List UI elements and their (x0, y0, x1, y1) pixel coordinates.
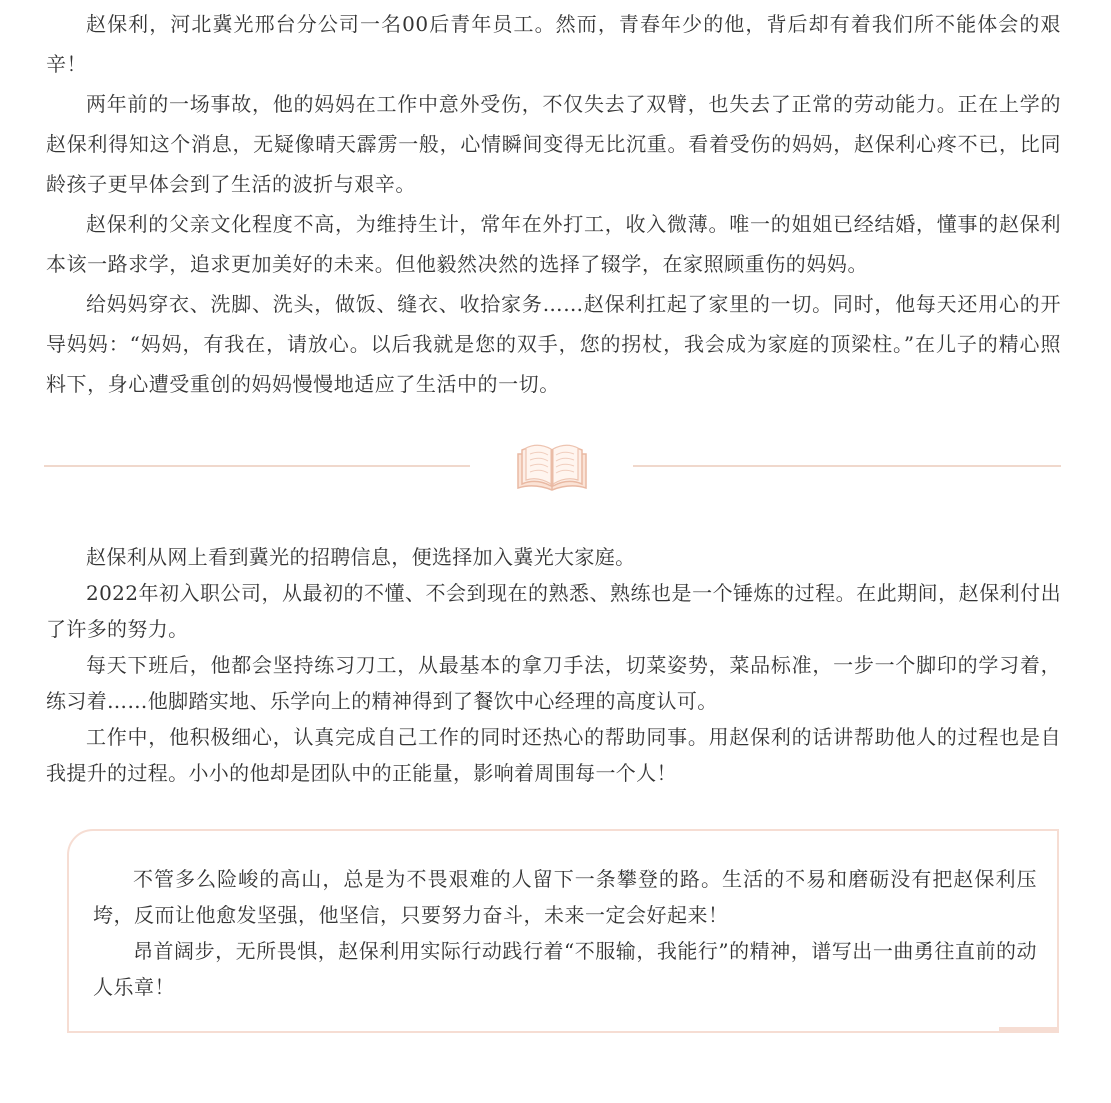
divider-line-right (633, 465, 1061, 467)
open-book-icon (514, 440, 590, 494)
quote-box-accent (999, 1027, 1059, 1033)
article-middle-section (46, 539, 1061, 791)
paragraph: 每天下班后，他都会坚持练习刀工，从最基本的拿刀手法，切菜姿势，菜品标准，一步一个脚印的学习着，练习着……他脚踏实地、乐学向上的精神得到了餐饮中心经理的高度认可。 (46, 653, 1061, 713)
quote-paragraph: 昂首阔步，无所畏惧，赵保利用实际行动践行着“不服输，我能行”的精神，谱写出一曲勇往直前的动人乐章！ (93, 939, 1037, 999)
paragraph: 工作中，他积极细心，认真完成自己工作的同时还热心的帮助同事。用赵保利的话讲帮助他人的过程也是自我提升的过程。小小的他却是团队中的正能量，影响着周围每一个人！ (46, 725, 1061, 785)
paragraph: 两年前的一场事故，他的妈妈在工作中意外受伤，不仅失去了双臂，也失去了正常的劳动能力。正在上学的赵保利得知这个消息，无疑像晴天霹雳一般，心情瞬间变得无比沉重。看着受伤的妈妈，赵保利心疼不已，比同龄孩子更早体会到了生活的波折与艰辛。 (46, 92, 1061, 196)
section-divider (44, 440, 1061, 494)
quote-paragraph: 不管多么险峻的高山，总是为不畏艰难的人留下一条攀登的路。生活的不易和磨砺没有把赵保利压垮，反而让他愈发坚强，他坚信，只要努力奋斗，未来一定会好起来！ (93, 867, 1037, 927)
quote-content (93, 861, 1037, 1005)
paragraph: 赵保利从网上看到冀光的招聘信息，便选择加入冀光大家庭。 (86, 545, 636, 569)
paragraph: 赵保利的父亲文化程度不高，为维持生计，常年在外打工，收入微薄。唯一的姐姐已经结婚，懂事的赵保利本该一路求学，追求更加美好的未来。但他毅然决然的选择了辍学，在家照顾重伤的妈妈。 (46, 212, 1061, 276)
divider-line-left (44, 465, 470, 467)
quote-box (67, 829, 1059, 1033)
article-top-section (46, 4, 1061, 404)
paragraph: 给妈妈穿衣、洗脚、洗头，做饭、缝衣、收拾家务……赵保利扛起了家里的一切。同时，他每天还用心的开导妈妈：“妈妈，有我在，请放心。以后我就是您的双手，您的拐杖，我会成为家庭的顶梁柱。”在儿子的精心照料下，身心遭受重创的妈妈慢慢地适应了生活中的一切。 (46, 292, 1061, 396)
paragraph: 2022年初入职公司，从最初的不懂、不会到现在的熟悉、熟练也是一个锤炼的过程。在此期间，赵保利付出了许多的努力。 (46, 581, 1061, 641)
paragraph: 赵保利，河北冀光邢台分公司一名00后青年员工。然而，青春年少的他，背后却有着我们所不能体会的艰辛！ (46, 12, 1061, 76)
